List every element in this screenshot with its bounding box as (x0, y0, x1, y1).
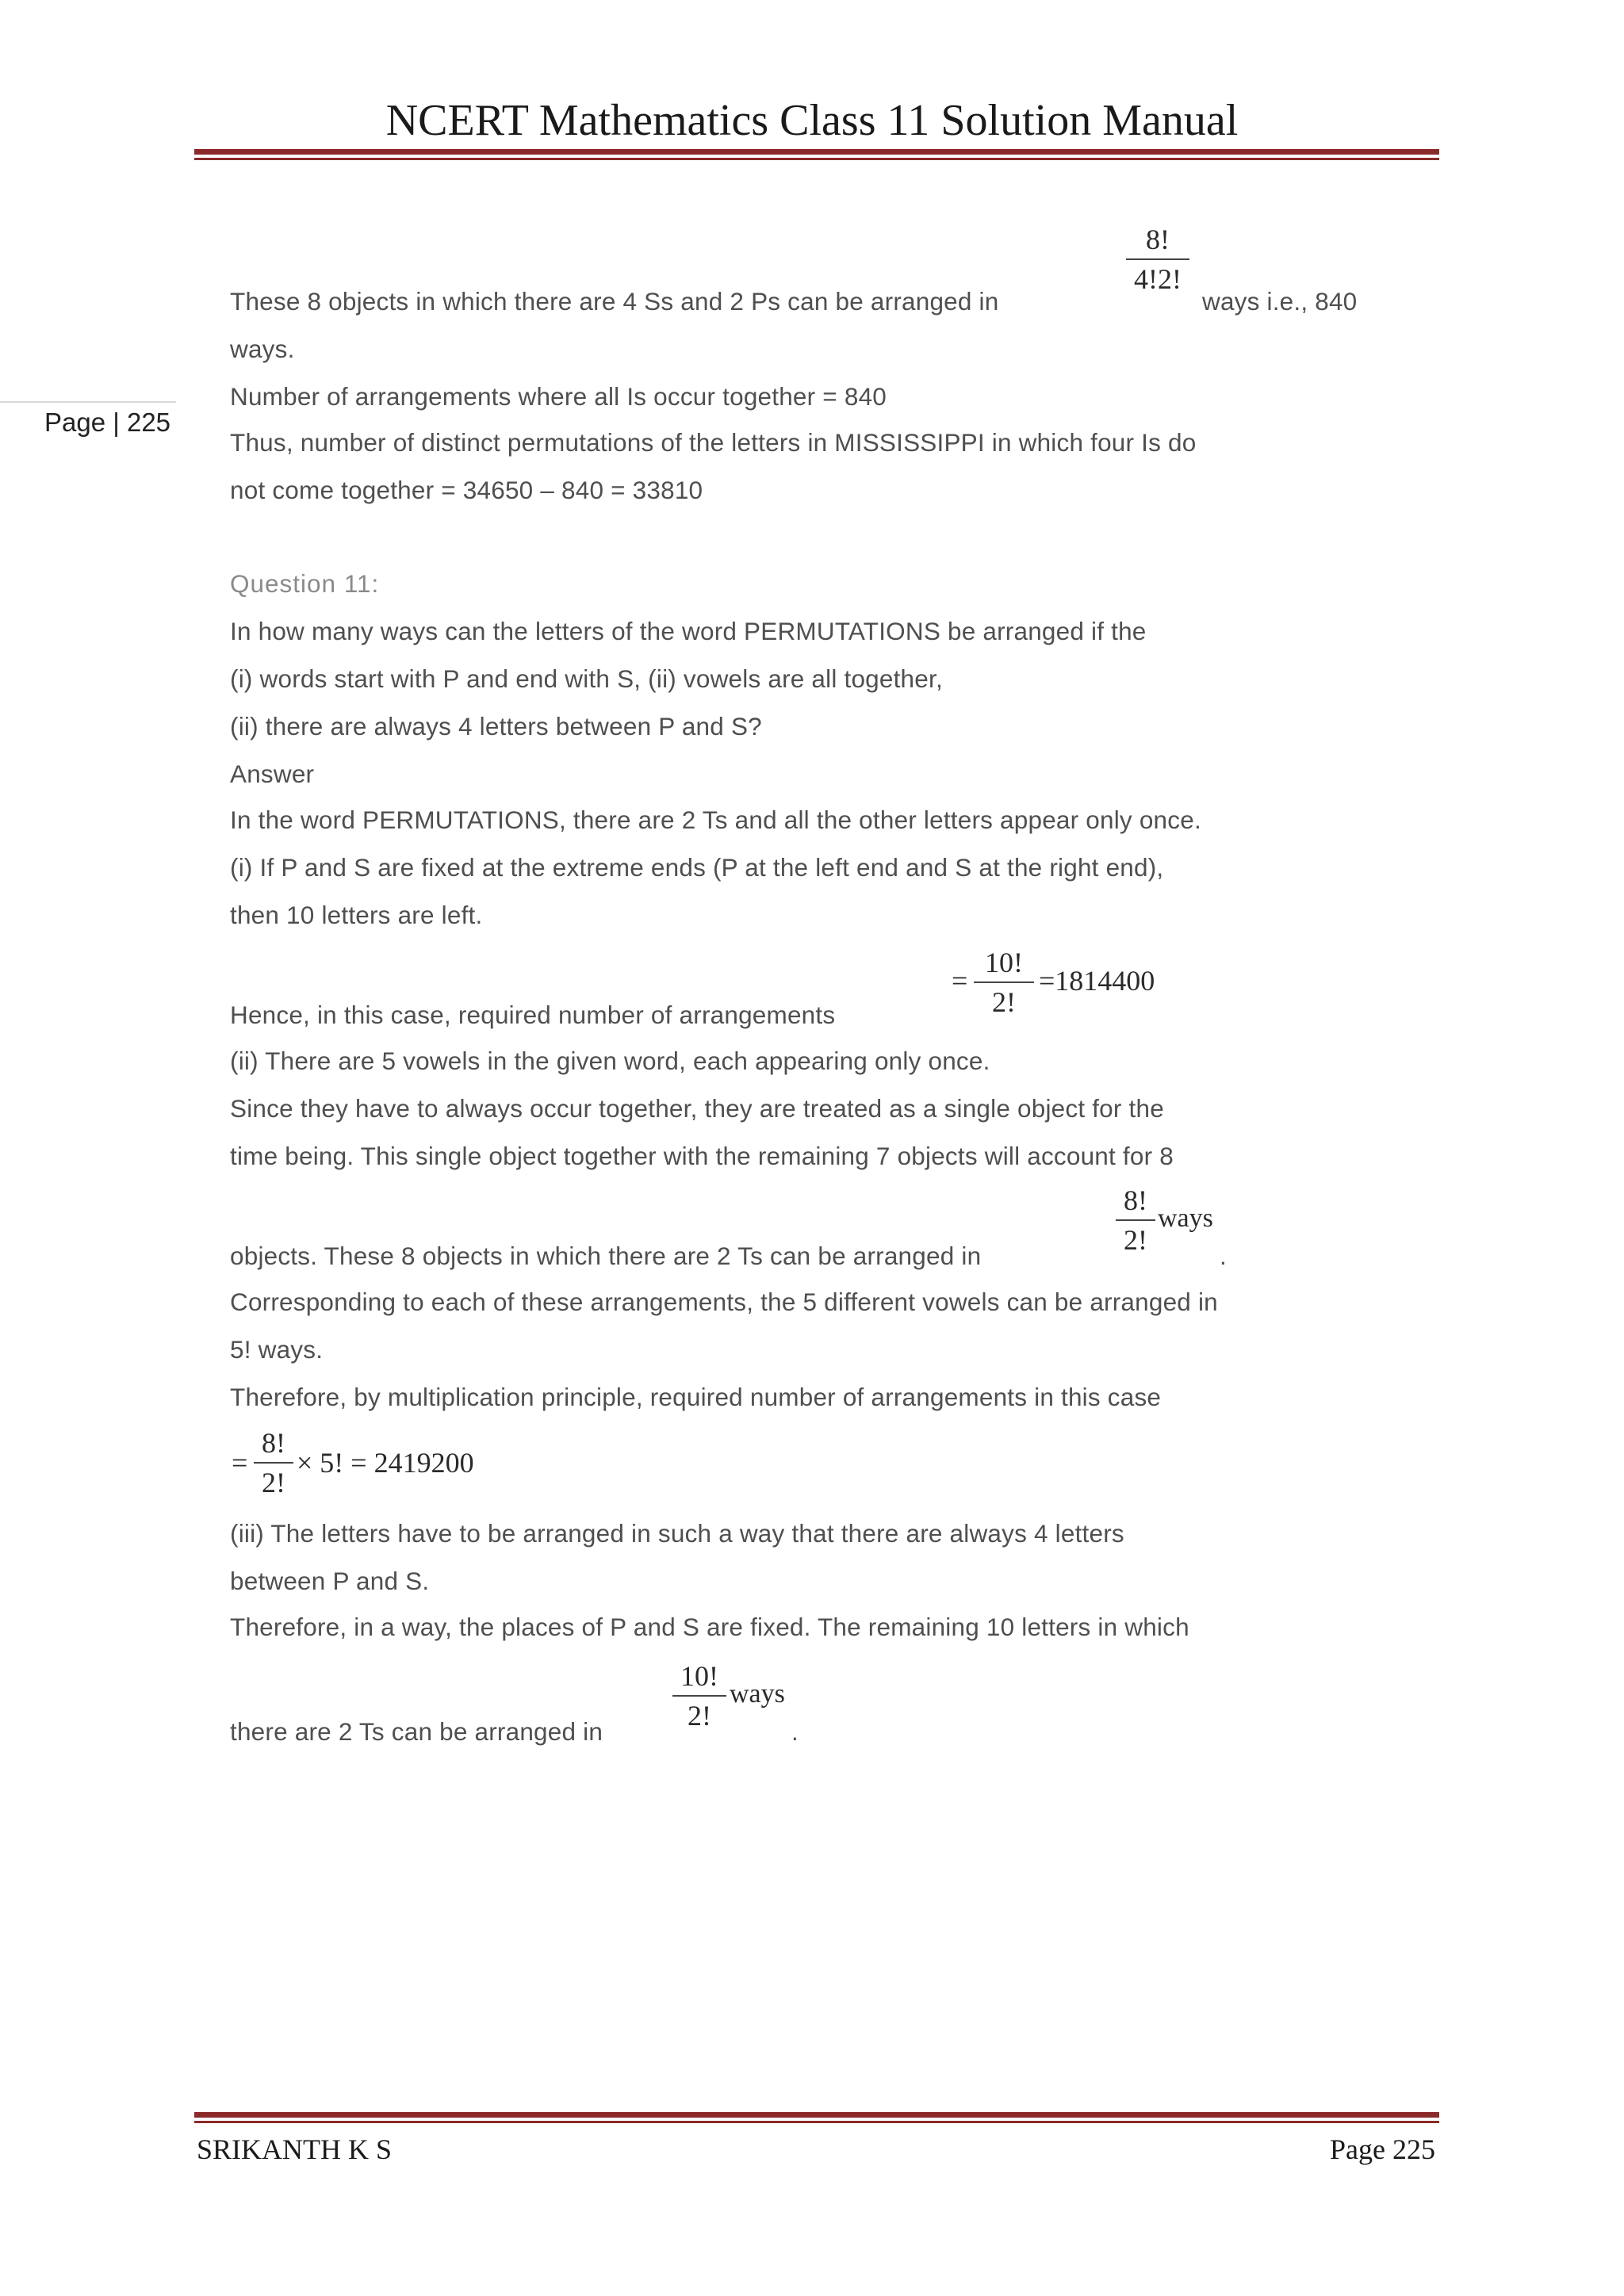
fraction-denominator: 2! (1124, 1224, 1147, 1256)
result-value: × 5! = 2419200 (297, 1447, 474, 1479)
text-line: Hence, in this case, required number of arrangements (230, 1001, 836, 1029)
text-line: Corresponding to each of these arrangements, the 5 different vowels can be arranged in (230, 1288, 1218, 1316)
fraction-10-over-2 (974, 947, 1034, 1018)
text-line: then 10 letters are left. (230, 901, 483, 929)
fraction-numerator: 10! (985, 947, 1023, 978)
fraction-numerator: 8! (1124, 1184, 1147, 1216)
footer-page-number: Page 225 (1330, 2133, 1435, 2165)
fraction-denominator: 2! (992, 986, 1016, 1018)
text-line: 5! ways. (230, 1335, 324, 1364)
text-line: Number of arrangements where all Is occur together = 840 (230, 382, 887, 411)
equals-sign: = (952, 965, 968, 997)
footer-rule (194, 2112, 1439, 2123)
fraction-denominator: 2! (262, 1467, 285, 1498)
fraction-denominator: 4!2! (1134, 263, 1182, 295)
text-line: . (1220, 1242, 1227, 1270)
result-value: =1814400 (1039, 965, 1155, 997)
text-line: (i) If P and S are fixed at the extreme ends (P at the left end and S at the right end), (230, 853, 1164, 882)
equals-sign: = (232, 1447, 248, 1479)
fraction-8-over-2 (1116, 1184, 1155, 1256)
text-line: (ii) There are 5 vowels in the given word, each appearing only once. (230, 1047, 990, 1075)
ways-label: ways (1158, 1203, 1213, 1233)
text-line: These 8 objects in which there are 4 Ss and 2 Ps can be arranged in (230, 287, 999, 316)
text-line: (iii) The letters have to be arranged in such a way that there are always 4 letters (230, 1519, 1124, 1548)
fraction-8-over-4-2 (1126, 224, 1189, 295)
fraction-10-over-2 (672, 1660, 726, 1732)
fraction-numerator: 10! (680, 1660, 718, 1692)
text-line: Since they have to always occur together, they are treated as a single object for the (230, 1094, 1164, 1123)
text-line: . (791, 1717, 799, 1746)
header-rule (194, 149, 1439, 160)
text-line: ways. (230, 335, 295, 363)
fraction-denominator: 2! (688, 1700, 711, 1732)
footer-author: SRIKANTH K S (197, 2133, 393, 2165)
text-line: ways i.e., 840 (1202, 287, 1358, 316)
text-line: objects. These 8 objects in which there are 2 Ts can be arranged in (230, 1242, 982, 1270)
text-line: Therefore, in a way, the places of P and S are fixed. The remaining 10 letters in which (230, 1613, 1189, 1641)
fraction-8-over-2 (254, 1427, 293, 1498)
margin-page-label: Page | 225 (44, 408, 171, 437)
text-line: there are 2 Ts can be arranged in (230, 1717, 603, 1746)
question-heading: Question 11: (230, 569, 380, 598)
text-line: In the word PERMUTATIONS, there are 2 Ts and all the other letters appear only once. (230, 806, 1201, 834)
fraction-numerator: 8! (1146, 224, 1170, 255)
text-line: between P and S. (230, 1567, 430, 1595)
margin-divider (0, 401, 176, 403)
text-line: Therefore, by multiplication principle, required number of arrangements in this case (230, 1383, 1162, 1411)
text-line: time being. This single object together with the remaining 7 objects will account for 8 (230, 1142, 1174, 1170)
page-header-title: NCERT Mathematics Class 11 Solution Manual (385, 96, 1239, 145)
text-line: In how many ways can the letters of the word PERMUTATIONS be arranged if the (230, 617, 1147, 645)
answer-label: Answer (230, 760, 315, 788)
ways-label: ways (730, 1679, 785, 1709)
text-line: (i) words start with P and end with S, (ii) vowels are all together, (230, 664, 943, 693)
text-line: (ii) there are always 4 letters between P and S? (230, 712, 762, 740)
text-line: Thus, number of distinct permutations of the letters in MISSISSIPPI in which four Is do (230, 428, 1197, 457)
text-line: not come together = 34650 – 840 = 33810 (230, 476, 703, 504)
fraction-numerator: 8! (262, 1427, 285, 1459)
